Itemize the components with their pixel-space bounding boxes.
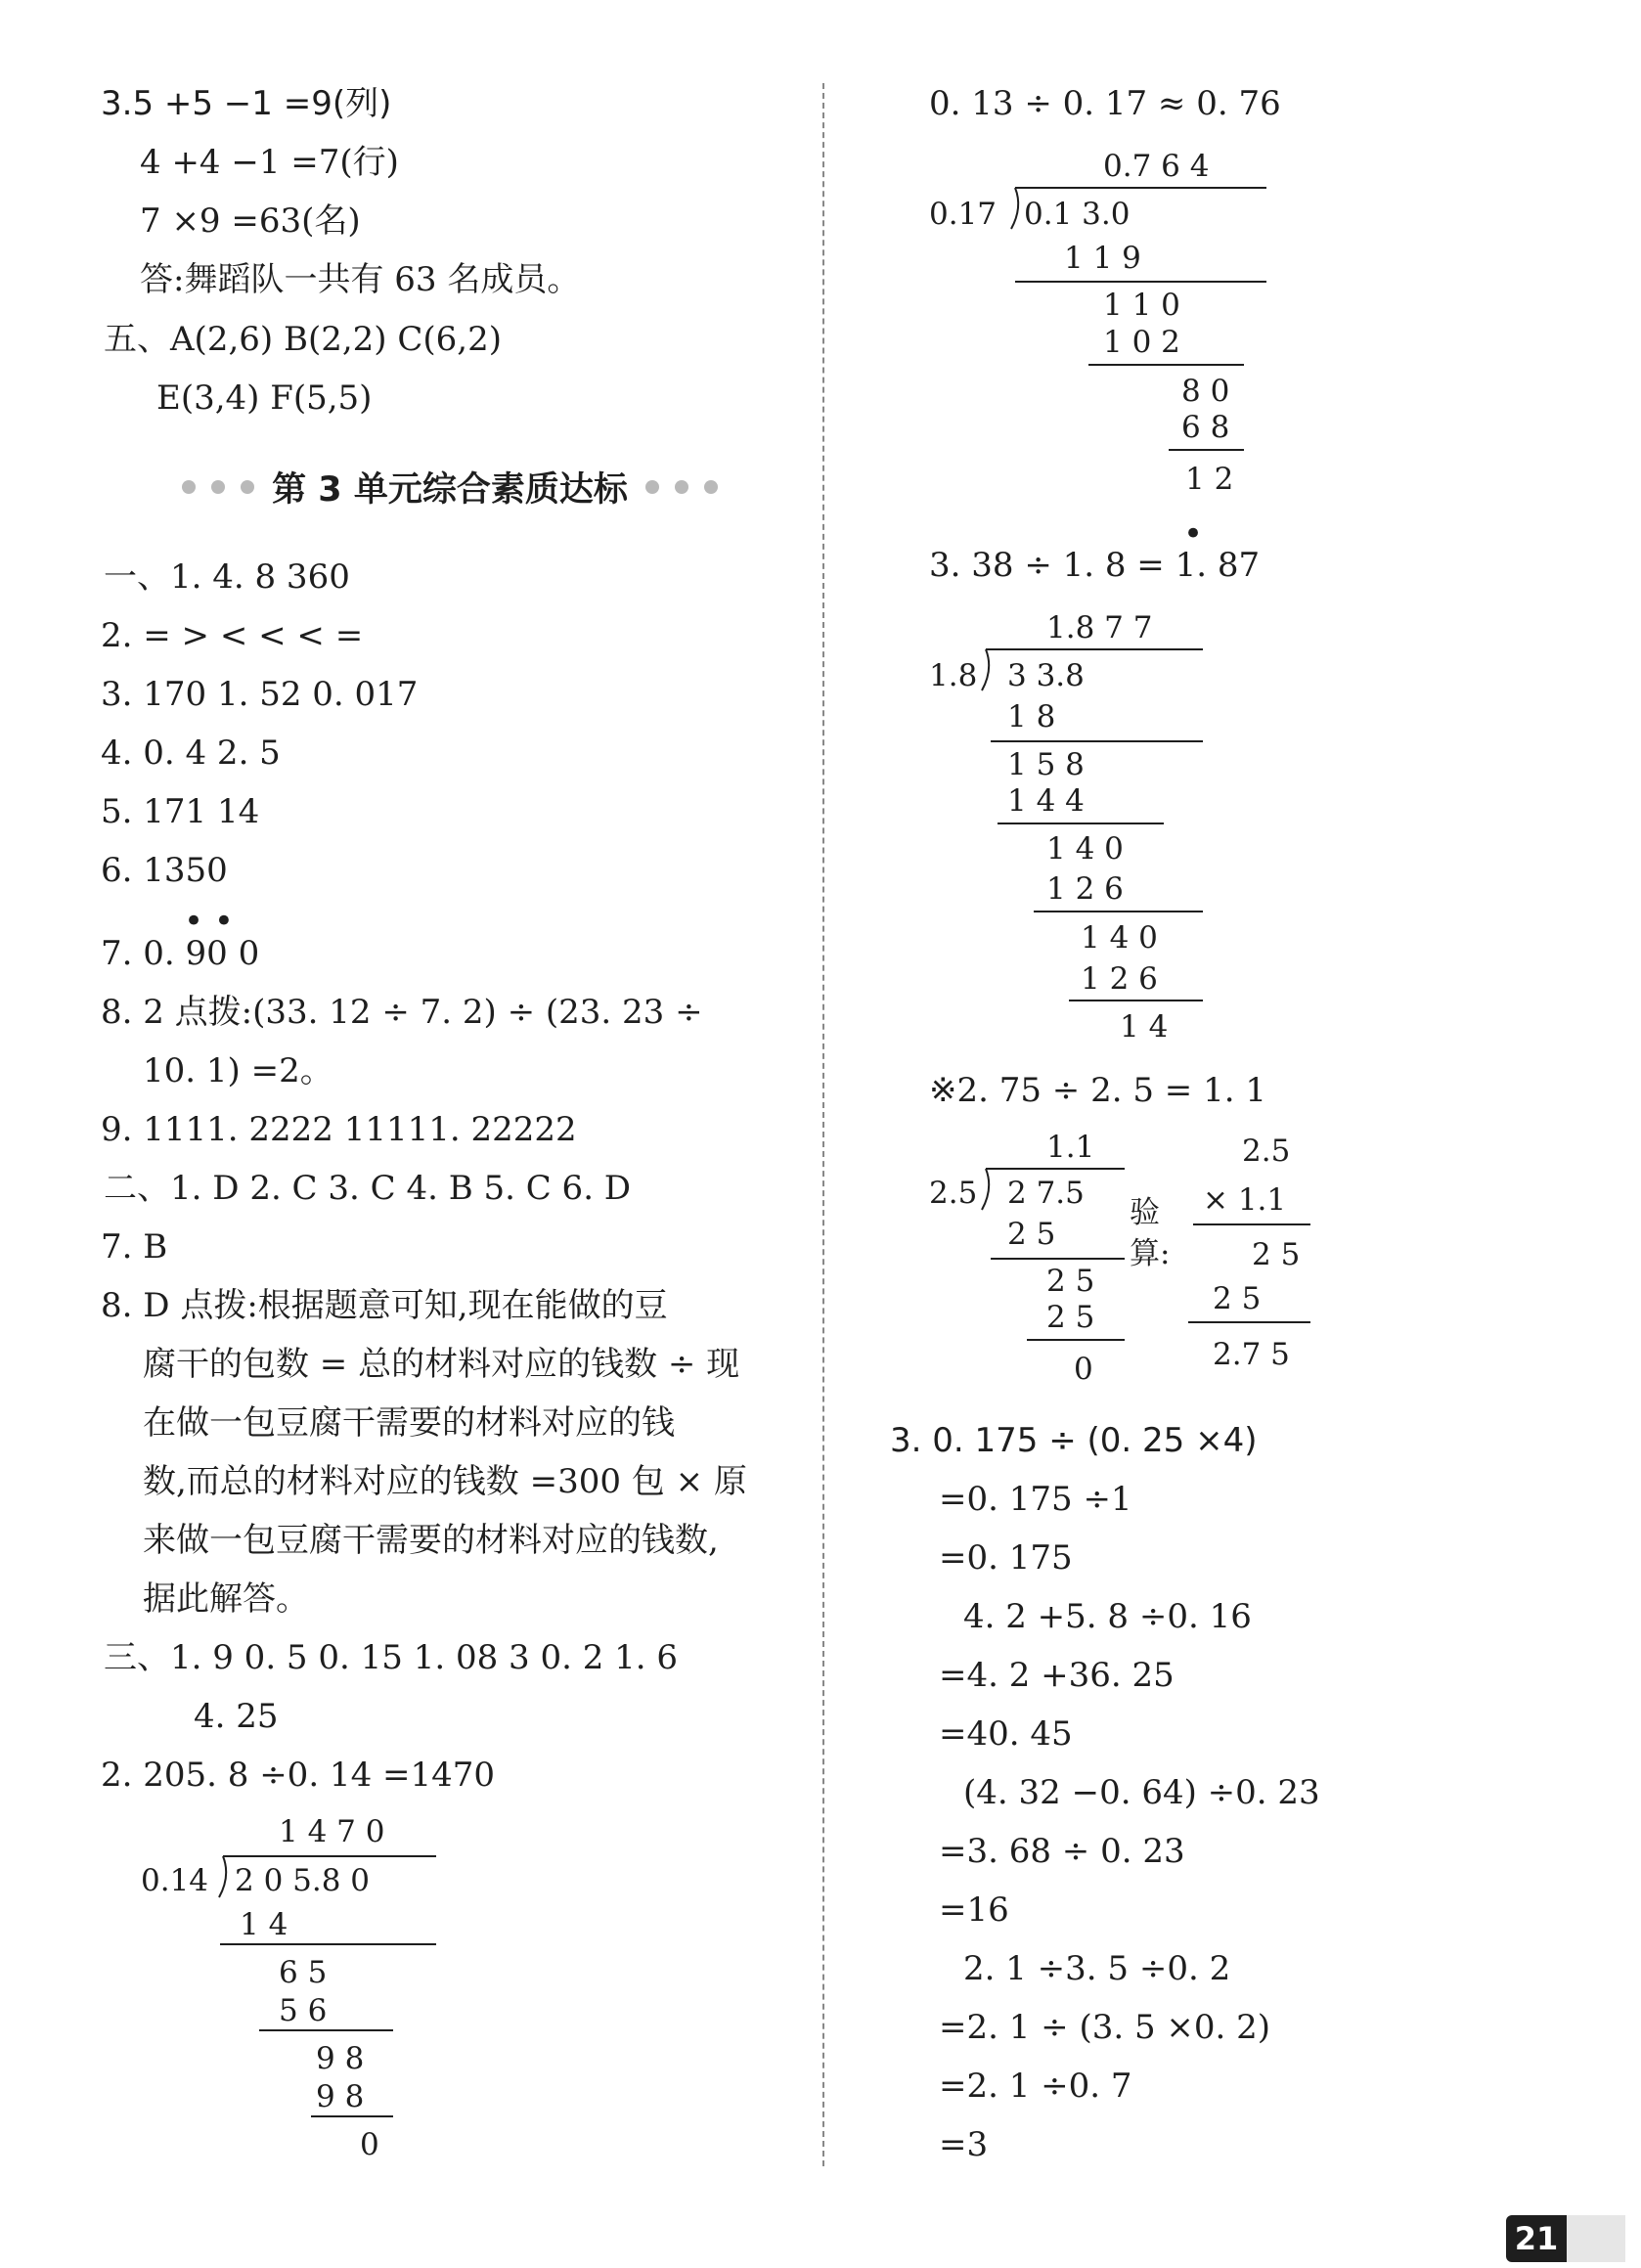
section-title: 第 3 单元综合素质达标 (272, 470, 628, 510)
remainder: 1 4 0 (1046, 831, 1124, 867)
answer-line: 3. 0. 175 ÷ (0. 25 ×4) (890, 1421, 1258, 1460)
answer-line: =3 (939, 2125, 989, 2164)
partial-product: 1 2 6 (1081, 961, 1158, 997)
remainder: 6 5 (279, 1955, 328, 1990)
answer-line: 2. 205. 8 ÷0. 14 =1470 (101, 1756, 496, 1795)
answer-line: 数,而总的材料对应的钱数 =300 包 × 原 (143, 1462, 747, 1501)
divisor: 0.14 (141, 1863, 209, 1898)
partial-product: 9 8 (316, 2079, 365, 2114)
remainder: 1 2 (1185, 462, 1234, 497)
answer-line: =0. 175 ÷1 (939, 1480, 1132, 1519)
answer-line: 8. D 点拨:根据题意可知,现在能做的豆 (101, 1286, 668, 1325)
remainder: 0 (360, 2127, 379, 2162)
remainder: 2 5 (1046, 1264, 1095, 1299)
division-bracket (219, 1856, 226, 1897)
answer-line: 一、1. 4. 8 360 (104, 557, 350, 597)
partial-product: 1 1 9 (1064, 241, 1141, 276)
page-number-tab (1567, 2215, 1625, 2262)
decorative-dots (645, 480, 718, 494)
check-value: 2.7 5 (1213, 1337, 1290, 1372)
remainder: 1 1 0 (1103, 288, 1180, 323)
answer-line: =16 (939, 1890, 1009, 1930)
remainder: 0 (1074, 1352, 1093, 1387)
answer-line: 2. 1 ÷3. 5 ÷0. 2 (963, 1949, 1231, 1988)
repeating-decimal-dot: • (1183, 514, 1204, 554)
answer-line: 腐干的包数 = 总的材料对应的钱数 ÷ 现 (143, 1345, 740, 1384)
remainder: 8 0 (1181, 374, 1230, 409)
partial-product: 2 5 (1046, 1300, 1095, 1335)
check-value: 2.5 (1242, 1134, 1291, 1169)
answer-line: =2. 1 ÷0. 7 (939, 2067, 1132, 2106)
answer-line: 7. 0. 90 0 (101, 934, 260, 973)
partial-product: 2 5 (1007, 1217, 1056, 1252)
answer-line: 7. B (101, 1227, 168, 1267)
answer-line: ※2. 75 ÷ 2. 5 = 1. 1 (929, 1071, 1266, 1110)
partial-product: 5 6 (279, 1993, 328, 2028)
dividend: 0.1 3.0 (1024, 197, 1131, 232)
answer-line: 9. 1111. 2222 11111. 22222 (101, 1110, 577, 1149)
answer-line: 10. 1) =2。 (143, 1051, 333, 1090)
check-label: 验 (1130, 1195, 1160, 1230)
decorative-dots (182, 480, 254, 494)
answer-line: =3. 68 ÷ 0. 23 (939, 1832, 1185, 1871)
answer-line: 3.5 +5 −1 =9(列) (101, 84, 392, 123)
dividend: 2 7.5 (1007, 1176, 1085, 1211)
division-bracket (982, 1169, 989, 1210)
answer-line: 4 +4 −1 =7(行) (140, 143, 399, 182)
dividend: 3 3.8 (1007, 658, 1085, 693)
long-division-0-13-by-0-17 (929, 137, 1281, 504)
answer-line: 4. 0. 4 2. 5 (101, 734, 281, 773)
answer-line: =0. 175 (939, 1538, 1073, 1578)
answer-line: 4. 25 (194, 1697, 279, 1736)
answer-line: 2. = > < < < = (101, 616, 364, 655)
long-division-205-8-by-0-14 (137, 1809, 450, 2161)
answer-line: 在做一包豆腐干需要的材料对应的钱 (143, 1403, 675, 1443)
answer-line: 3. 170 1. 52 0. 017 (101, 675, 419, 714)
check-value: × 1.1 (1203, 1182, 1287, 1218)
divisor: 0.17 (929, 197, 998, 232)
answer-line: 三、1. 9 0. 5 0. 15 1. 08 3 0. 2 1. 6 (104, 1638, 679, 1677)
answer-line: 二、1. D 2. C 3. C 4. B 5. C 6. D (104, 1169, 632, 1208)
check-value: 2 5 (1213, 1281, 1262, 1316)
answer-line: 3. 38 ÷ 1. 8 = 1. 87 (929, 546, 1261, 585)
partial-product: 1 4 4 (1007, 783, 1085, 819)
answer-line: =2. 1 ÷ (3. 5 ×0. 2) (939, 2008, 1271, 2047)
remainder: 1 5 8 (1007, 747, 1085, 782)
section-heading (137, 460, 763, 514)
partial-product: 6 8 (1181, 410, 1230, 445)
answer-line: =4. 2 +36. 25 (939, 1656, 1175, 1695)
remainder: 1 4 0 (1081, 920, 1158, 956)
quotient: 1.1 (1046, 1130, 1095, 1165)
division-bracket (1011, 188, 1018, 229)
answer-line: 4. 2 +5. 8 ÷0. 16 (963, 1597, 1252, 1636)
remainder: 9 8 (316, 2041, 365, 2076)
divisor: 1.8 (929, 658, 978, 693)
answer-line: =40. 45 (939, 1714, 1073, 1754)
long-division-3-38-by-1-8 (929, 599, 1222, 1048)
answer-line: 来做一包豆腐干需要的材料对应的钱数, (143, 1521, 719, 1560)
answer-line: 5. 171 14 (101, 792, 260, 831)
long-division-2-75-by-2-5 (929, 1125, 1340, 1394)
answer-line: 6. 1350 (101, 851, 228, 890)
answer-line: 8. 2 点拨:(33. 12 ÷ 7. 2) ÷ (23. 23 ÷ (101, 993, 703, 1032)
divisor: 2.5 (929, 1176, 978, 1211)
answer-line: 据此解答。 (143, 1579, 309, 1619)
answer-line: 0. 13 ÷ 0. 17 ≈ 0. 76 (929, 84, 1281, 123)
dividend: 2 0 5.8 0 (235, 1863, 371, 1898)
division-bracket (982, 649, 989, 690)
quotient: 0.7 6 4 (1103, 149, 1210, 184)
quotient: 1.8 7 7 (1046, 610, 1153, 645)
answer-line: E(3,4) F(5,5) (156, 378, 373, 418)
partial-product: 1 0 2 (1103, 325, 1180, 360)
repeating-decimal-dots: • • (184, 902, 234, 941)
check-value: 2 5 (1252, 1237, 1301, 1272)
remainder: 1 4 (1120, 1009, 1169, 1045)
page-number: 21 (1506, 2215, 1567, 2262)
answer-line: 五、A(2,6) B(2,2) C(6,2) (104, 320, 502, 359)
partial-product: 1 8 (1007, 699, 1056, 734)
answer-line: 答:舞蹈队一共有 63 名成员。 (140, 260, 581, 299)
partial-product: 1 2 6 (1046, 871, 1124, 907)
answer-line: (4. 32 −0. 64) ÷0. 23 (963, 1773, 1320, 1812)
answer-line: 7 ×9 =63(名) (140, 201, 361, 241)
check-label: 算: (1130, 1236, 1171, 1271)
column-divider (822, 83, 824, 2166)
partial-product: 1 4 (240, 1907, 288, 1942)
quotient: 1 4 7 0 (279, 1814, 385, 1849)
